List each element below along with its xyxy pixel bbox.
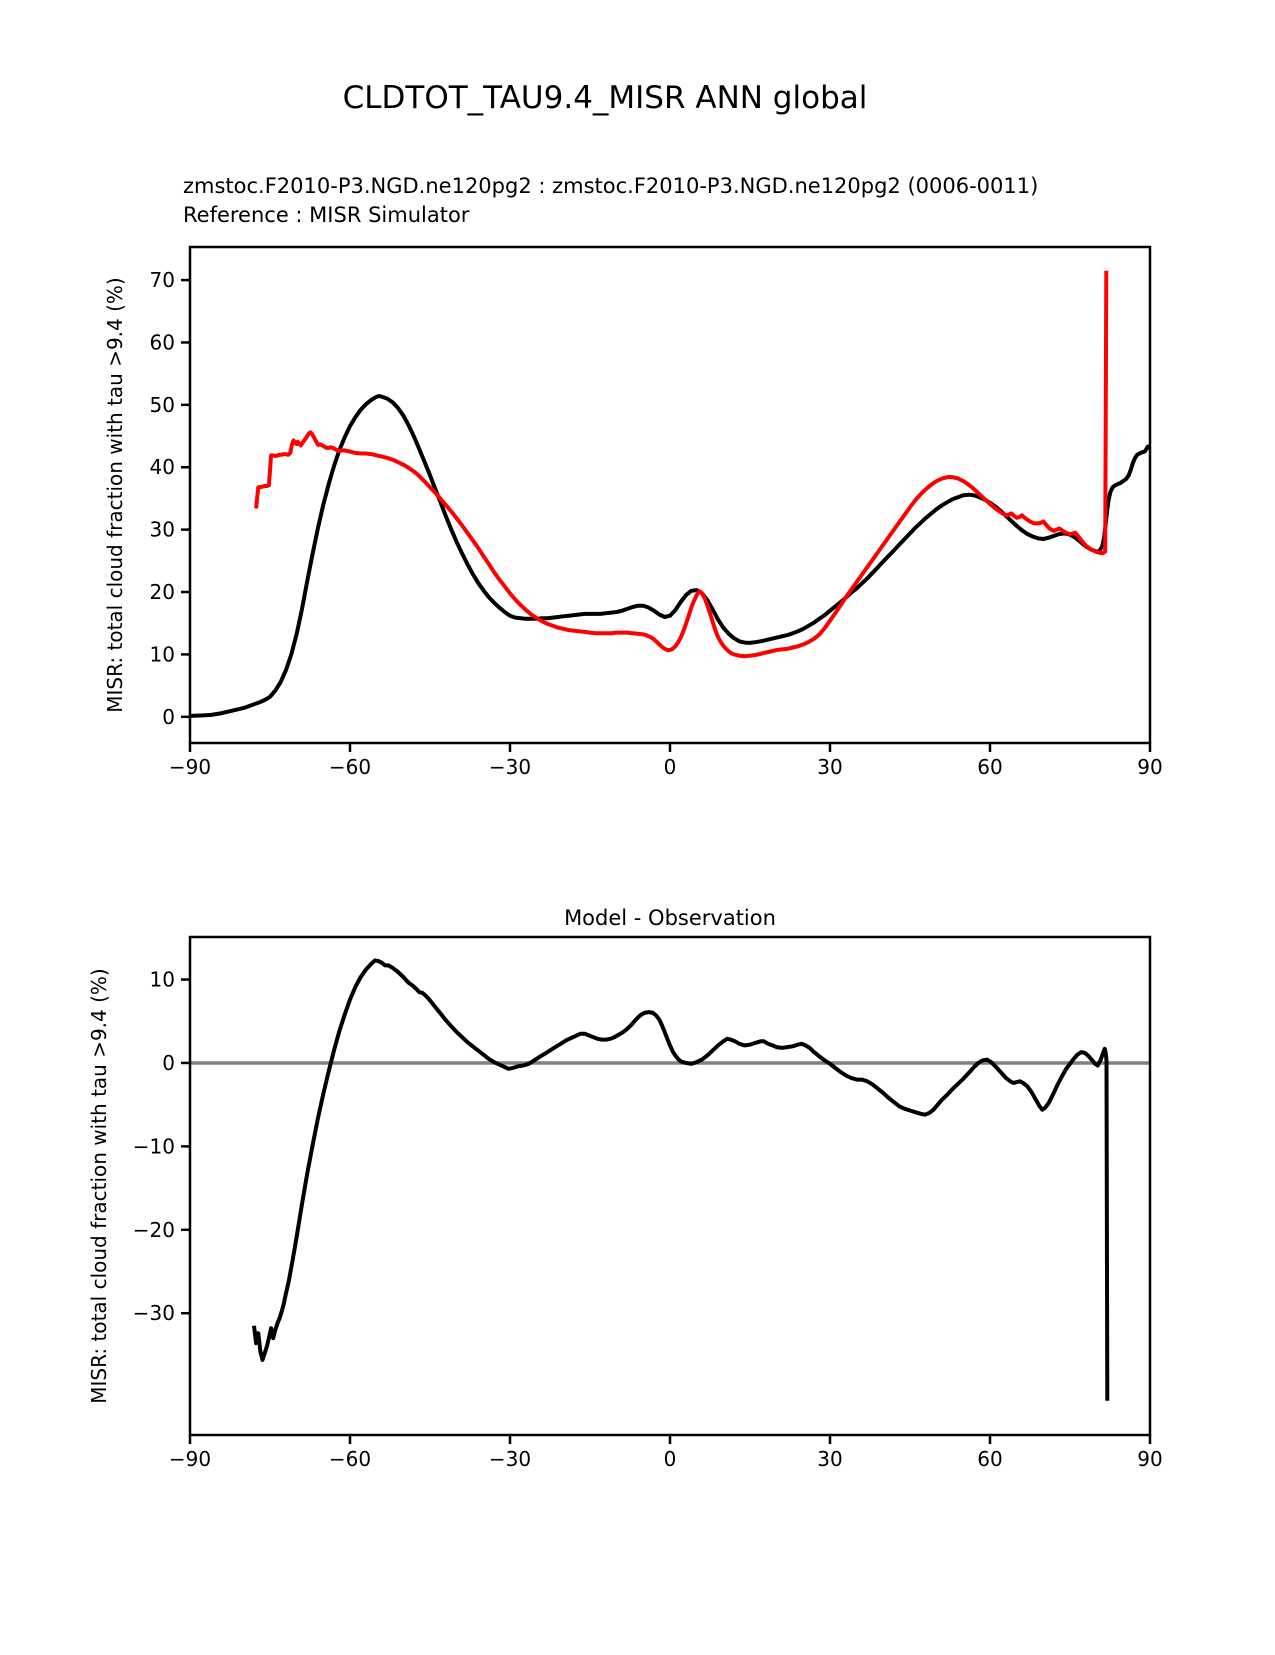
y-tick-label: −30 (132, 1301, 175, 1326)
x-tick-label: −60 (328, 755, 372, 779)
y-tick-label: −10 (132, 1134, 175, 1159)
y-tick-label: 30 (149, 517, 175, 542)
y-tick-label: 10 (149, 967, 175, 992)
x-tick-label: −60 (328, 1447, 372, 1471)
x-tick-label: 0 (663, 755, 677, 779)
x-tick-label: 60 (977, 755, 1003, 779)
x-tick-label: 30 (817, 755, 843, 779)
x-tick-label: 30 (817, 1447, 843, 1471)
y-tick-label: 60 (149, 330, 175, 355)
test-run-label: zmstoc.F2010-P3.NGD.ne120pg2 : zmstoc.F2010-P3.NGD.ne120pg2 (0006-0011) (183, 174, 1039, 198)
y-tick-label: 0 (162, 704, 175, 729)
x-tick-label: −30 (488, 755, 532, 779)
reference-label: Reference : MISR Simulator (183, 203, 470, 227)
x-tick-label: −90 (168, 755, 212, 779)
bottom-panel-ylabel: MISR: total cloud fraction with tau >9.4 (%) (87, 968, 111, 1404)
x-tick-label: 60 (977, 1447, 1003, 1471)
y-tick-label: 20 (149, 580, 175, 605)
x-tick-label: −30 (488, 1447, 532, 1471)
x-tick-label: 90 (1137, 755, 1163, 779)
top-panel-ylabel: MISR: total cloud fraction with tau >9.4 (%) (103, 277, 127, 713)
y-tick-label: 10 (149, 642, 175, 667)
x-tick-label: 90 (1137, 1447, 1163, 1471)
x-tick-label: 0 (663, 1447, 677, 1471)
bottom-panel-title: Model - Observation (564, 906, 776, 930)
figure-title: CLDTOT_TAU9.4_MISR ANN global (342, 80, 868, 116)
y-tick-label: 70 (149, 268, 175, 293)
y-tick-label: 40 (149, 455, 175, 480)
y-tick-label: −20 (132, 1217, 175, 1242)
y-tick-label: 0 (162, 1050, 175, 1075)
y-tick-label: 50 (149, 392, 175, 417)
x-tick-label: −90 (168, 1447, 212, 1471)
